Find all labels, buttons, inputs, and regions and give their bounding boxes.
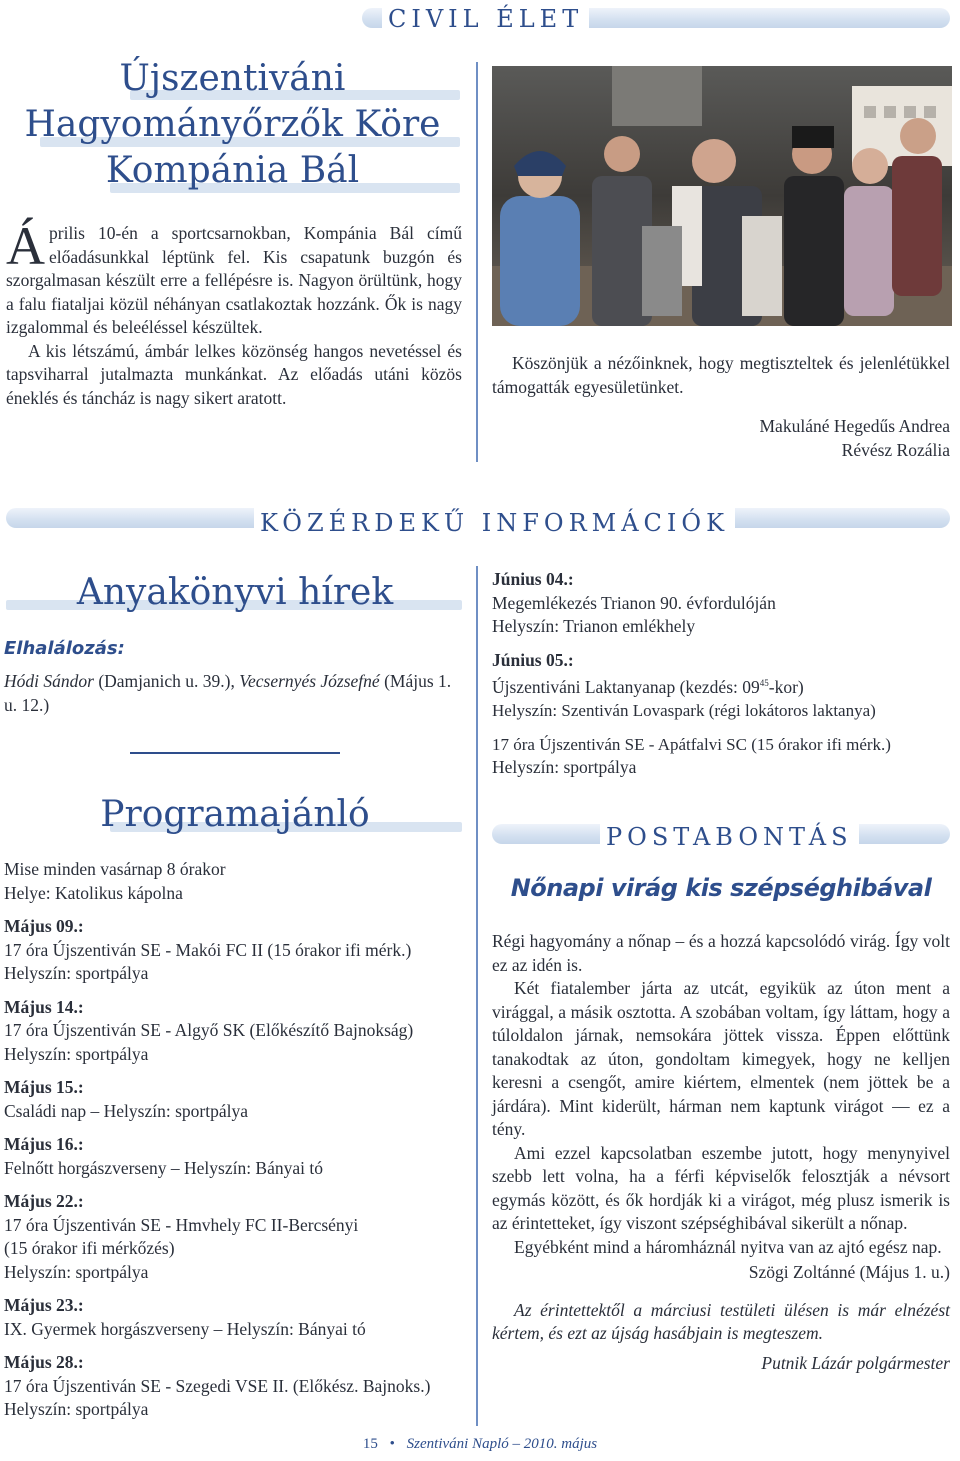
posta-title: Nőnapi virág kis szépséghibával — [510, 874, 932, 902]
event-june-04: Június 04.: Megemlékezés Trianon 90. évfordulóján Helyszín: Trianon emlékhely — [492, 569, 776, 636]
elhalalozas-text: Hódi Sándor (Damjanich u. 39.), Vecsernyés Józsefné (Május 1. u. 12.) — [4, 671, 452, 715]
deceased-name-1: Hódi Sándor — [4, 671, 94, 691]
footer — [0, 1436, 960, 1453]
article-paragraph-2: A kis létszámú, ámbár lelkes közönség hangos nevetéssel és tapsviharral jutalmazta munkánkat. Az előadás utáni közös éneklés és táncház is nagy sikert aratott. — [6, 340, 462, 408]
event-may-22: Május 22.: 17 óra Újszentiván SE - Hmvhely FC II-Bercsényi (15 órakor ifi mérkőzés) Helyszín: sportpálya — [4, 1191, 359, 1282]
event-may-14: Május 14.: 17 óra Újszentiván SE - Algyő SK (Előkészítő Bajnokság) Helyszín: sportpálya — [4, 996, 414, 1064]
event-apatfalvi: 17 óra Újszentiván SE - Apátfalvi SC (15 órakor ifi mérk.) Helyszín: sportpálya — [492, 734, 891, 778]
posta-signature: Szögi Zoltánné (Május 1. u.) — [748, 1262, 950, 1282]
column-divider-bottom — [476, 566, 478, 1426]
posta-reply: Az érintettektől a márciusi testületi ülésen is már elnézést kértem, és ezt az újság hasábjain is megteszem. — [492, 1299, 950, 1343]
article-title-line-1: Újszentiváni — [119, 58, 346, 99]
posta-paragraph-1: Régi hagyomány a nőnap – és a hozzá kapcsolódó virág. Így volt ez az idén is. — [492, 931, 950, 975]
article-paragraph-1: Április 10-én a sportcsarnokban, Kompánia Bál című előadásunkkal léptünk fel. Kis csapatunk buzgón és szorgalmasan készült erre a fellépésre is. Nagyon örültünk, hogy a falu fiataljai közül néhányan csatlakoztak hozzánk. Ők is nagy izgalommal és beleéléssel készültek. — [6, 216, 462, 337]
deceased-name-2: Vecsernyés Józsefné — [239, 671, 380, 691]
event-june-05: Június 05.: Újszentiváni Laktanyanap (kezdés: $09^{45}-kor$) Helyszín: Szentiván Lovaspark (régi lokátoros laktanya) — [492, 649, 876, 721]
publication-name: Szentiváni Napló – 2010. május — [406, 1436, 598, 1452]
page-number: 15 — [362, 1436, 378, 1452]
dance-performance-photo — [492, 66, 952, 326]
article-title-line-2: Hagyományőrzők Köre — [24, 104, 441, 145]
posta-paragraph-4: Egyébként mind a háromháznál nyitva van az ajtó egész nap. — [514, 1236, 942, 1257]
photo-illustration — [492, 66, 952, 326]
section-title-kozerdeku: KÖZÉRDEKŰ INFORMÁCIÓK — [254, 508, 735, 538]
event-may-16: Május 16.: Felnőtt horgászverseny – Helyszín: Bányai tó — [4, 1134, 323, 1178]
mise-line-1: Mise minden vasárnap 8 órakor — [4, 859, 226, 879]
column-divider-top — [476, 62, 478, 462]
separator-line — [130, 752, 340, 754]
posta-body — [492, 930, 950, 1375]
article-paragraph-3: Köszönjük a nézőinknek, hogy megtiszteltek és jelenlétükkel támogatták egyesületünket. — [492, 353, 950, 397]
article-body-left — [6, 216, 462, 410]
event-may-23: Május 23.: IX. Gyermek horgászverseny – Helyszín: Bányai tó — [4, 1295, 366, 1339]
article-title-line-3: Kompánia Bál — [105, 150, 360, 191]
program-title: Programajánló — [100, 794, 370, 835]
article-body-right — [492, 352, 950, 462]
bullet-icon: • — [389, 1436, 395, 1452]
right-events — [492, 568, 950, 790]
section-title-civil-elet: CIVIL ÉLET — [382, 4, 589, 34]
article-signature-1: Makuláné Hegedűs Andrea — [759, 416, 950, 436]
program-list — [4, 858, 470, 1432]
event-may-15: Május 15.: Családi nap – Helyszín: sportpálya — [4, 1077, 248, 1121]
anyakonyv-title: Anyakönyvi hírek — [76, 572, 394, 613]
posta-paragraph-2: Két fiatalember járta az utcát, egyikük az úton ment a virággal, a másik osztotta. A szobában voltam, így láttam, hogy a túloldalon járnak, nemsokára jöttek vissza. Éppen előttünk tanakodtak az úton, gondoltam kimegyek, hogy ne kelljen keresni a csengőt, amire kiértem, elmentek (nem jöttek be a járdára). Mint kiderült, hárman nem kaptunk virágot — ez a tény. — [492, 978, 950, 1139]
posta-paragraph-3: Ami ezzel kapcsolatban eszembe jutott, hogy menynyivel szebb lett volna, ha a férfi képviselők felosztják a névsort egymás között, és ők hordják ki a virágot, még plusz ismerik is az érintetteket, így viszont szépséghibával sikerült a nőnap. — [492, 1142, 950, 1233]
section-title-postabontas: POSTABONTÁS — [600, 822, 859, 852]
event-may-28: Május 28.: 17 óra Újszentiván SE - Szegedi VSE II. (Előkész. Bajnoks.) Helyszín: sportpálya — [4, 1352, 431, 1419]
event-may-09: Május 09.: 17 óra Újszentiván SE - Makói FC II (15 órakor ifi mérk.) Helyszín: sportpálya — [4, 916, 412, 983]
drop-cap: Á — [6, 216, 45, 276]
mise-line-2: Helye: Katolikus kápolna — [4, 882, 183, 903]
elhalalozas-label: Elhalálozás: — [4, 638, 125, 659]
posta-reply-signature: Putnik Lázár polgármester — [761, 1352, 950, 1373]
article-signature-2: Révész Rozália — [841, 439, 950, 460]
